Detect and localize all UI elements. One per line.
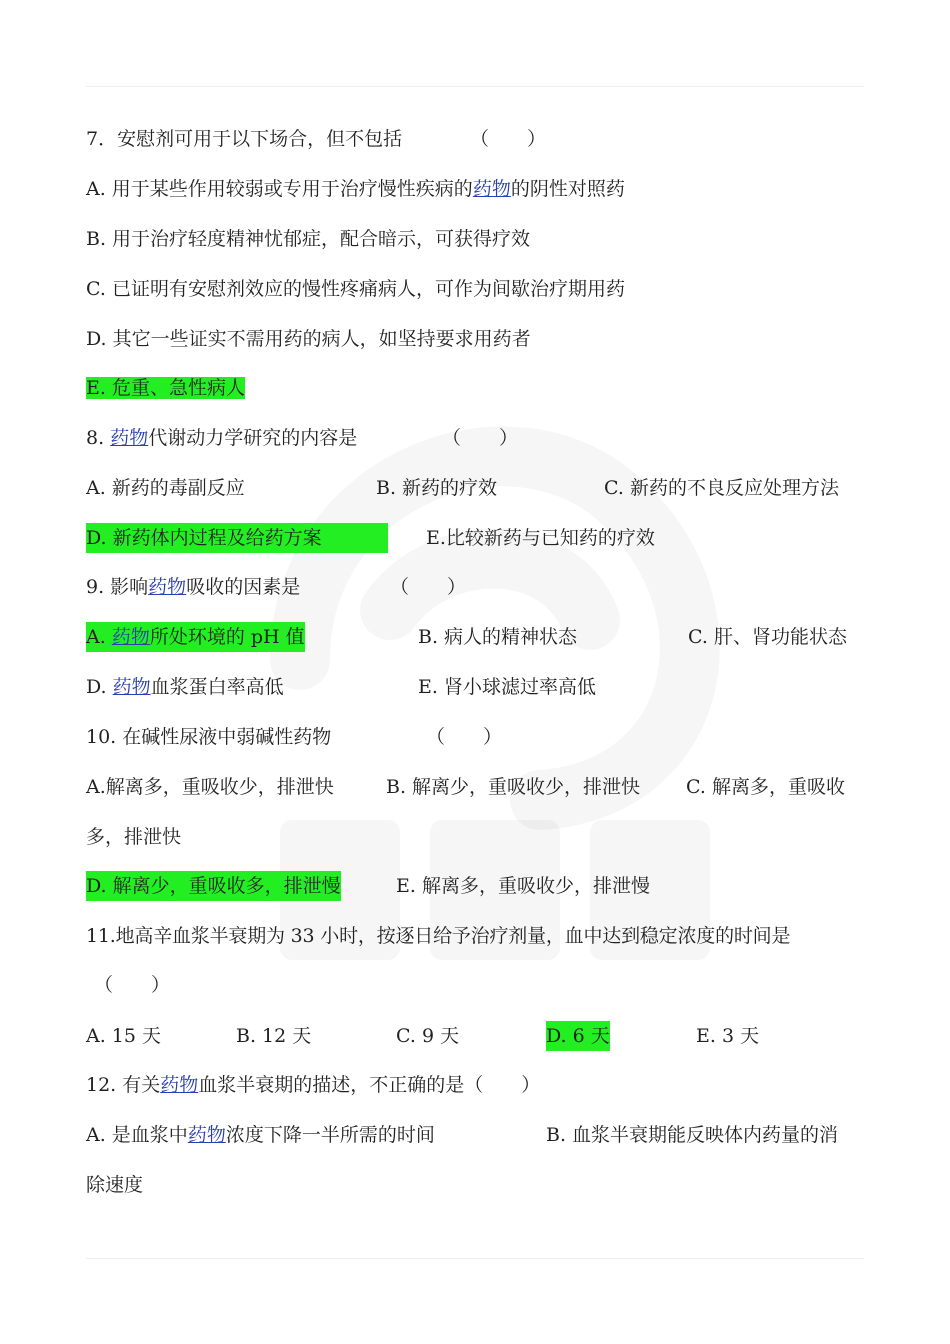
q12-option-a-link[interactable]: 药物 <box>187 1124 226 1146</box>
q7-option-e-line <box>86 373 864 403</box>
q8-answer-paren: （ ） <box>442 427 519 449</box>
q7-option-d: D. 其它一些证实不需用药的病人，如坚持要求用药者 <box>86 328 531 350</box>
q11-option-b: B. 12 天 <box>236 1025 312 1047</box>
q7-option-c: C. 已证明有安慰剂效应的慢性疼痛病人，可作为间歇治疗期用药 <box>86 278 625 300</box>
q9-option-a-pre: A. <box>86 626 112 648</box>
q11-option-e: E. 3 天 <box>696 1025 760 1047</box>
q11-stem: 11.地高辛血浆半衰期为 33 小时，按逐日给予治疗剂量，血中达到稳定浓度的时间是 <box>86 925 791 947</box>
q10-option-c-part1: C. 解离多，重吸收 <box>686 776 845 798</box>
q9-option-a-post: 所处环境的 pH 值 <box>149 626 305 648</box>
q10-options-de <box>86 871 864 901</box>
q11-option-d-answer: D. 6 天 <box>546 1021 610 1051</box>
q10-option-b: B. 解离少，重吸收少，排泄快 <box>386 776 641 798</box>
q8-options-abc <box>86 473 864 503</box>
q9-stem-pre: 9. 影响 <box>86 576 149 598</box>
q11-options <box>86 1021 864 1051</box>
q10-option-c-part2: 多，排泄快 <box>86 826 182 848</box>
q9-answer-paren: （ ） <box>390 576 467 598</box>
q9-option-d-pre: D. <box>86 676 113 698</box>
q12-stem-line <box>86 1070 864 1100</box>
q7-option-b: B. 用于治疗轻度精神忧郁症，配合暗示，可获得疗效 <box>86 228 531 250</box>
q7-stem: 7．安慰剂可用于以下场合，但不包括 <box>86 128 403 150</box>
q12-option-a-pre: A. 是血浆中 <box>86 1124 188 1146</box>
q10-stem: 10. 在碱性尿液中弱碱性药物 <box>86 726 332 748</box>
q9-option-d-link[interactable]: 药物 <box>112 676 151 698</box>
q10-answer-paren: （ ） <box>426 726 503 748</box>
q8-option-e: E.比较新药与已知药的疗效 <box>426 527 655 549</box>
q8-stem-line <box>86 423 864 453</box>
q7-answer-paren: （ ） <box>470 128 547 150</box>
q8-option-b: B. 新药的疗效 <box>376 477 498 499</box>
q8-options-de <box>86 523 864 553</box>
q9-stem-line <box>86 572 864 602</box>
q9-stem-link[interactable]: 药物 <box>148 576 187 598</box>
q11-answer-paren: （ ） <box>94 974 171 996</box>
q7-option-a-post: 的阴性对照药 <box>510 178 625 200</box>
q9-option-d-post: 血浆蛋白率高低 <box>150 676 284 698</box>
q12-stem-pre: 12. 有关 <box>86 1074 161 1096</box>
q7-option-a <box>86 174 864 204</box>
q12-option-a-post: 浓度下降一半所需的时间 <box>225 1124 435 1146</box>
q11-answer-paren-line <box>86 970 864 1000</box>
q10-options-abc <box>86 772 864 802</box>
header-rule <box>86 86 864 87</box>
q11-option-c: C. 9 天 <box>396 1025 460 1047</box>
footer-rule <box>86 1258 864 1259</box>
q7-option-a-link[interactable]: 药物 <box>472 178 511 200</box>
q12-option-b-part2: 除速度 <box>86 1174 144 1196</box>
q7-option-e-answer: E. 危重、急性病人 <box>86 377 245 399</box>
q7-option-a-pre: A. 用于某些作用较弱或专用于治疗慢性疾病的 <box>86 178 473 200</box>
q10-option-e: E. 解离多，重吸收少，排泄慢 <box>396 875 650 897</box>
q8-option-a: A. 新药的毒副反应 <box>86 477 245 499</box>
q10-option-a: A.解离多，重吸收少，排泄快 <box>86 776 334 798</box>
q8-option-d-answer: D. 新药体内过程及给药方案 <box>86 523 388 553</box>
q10-option-d-answer: D. 解离少，重吸收多，排泄慢 <box>86 871 341 901</box>
q9-stem-post: 吸收的因素是 <box>186 576 301 598</box>
q9-option-e: E. 肾小球滤过率高低 <box>418 676 596 698</box>
q9-options-de <box>86 672 864 702</box>
q7-stem-line <box>86 124 864 154</box>
q12-option-b-part1: B. 血浆半衰期能反映体内药量的消 <box>546 1124 839 1146</box>
q11-option-a: A. 15 天 <box>86 1025 162 1047</box>
q8-option-c: C. 新药的不良反应处理方法 <box>604 477 839 499</box>
q12-stem-link[interactable]: 药物 <box>160 1074 199 1096</box>
q12-options-ab <box>86 1120 864 1150</box>
q9-option-c: C. 肝、肾功能状态 <box>688 626 847 648</box>
q8-stem-link[interactable]: 药物 <box>110 427 149 449</box>
q9-options-abc <box>86 622 864 652</box>
q9-option-a-answer <box>86 622 305 652</box>
q8-number: 8. <box>86 427 105 449</box>
q12-stem-post: 血浆半衰期的描述，不正确的是（ ） <box>198 1074 541 1096</box>
q9-option-b: B. 病人的精神状态 <box>418 626 578 648</box>
q9-option-a-link[interactable]: 药物 <box>111 626 150 648</box>
q10-stem-line <box>86 722 864 752</box>
q8-stem: 代谢动力学研究的内容是 <box>148 427 358 449</box>
